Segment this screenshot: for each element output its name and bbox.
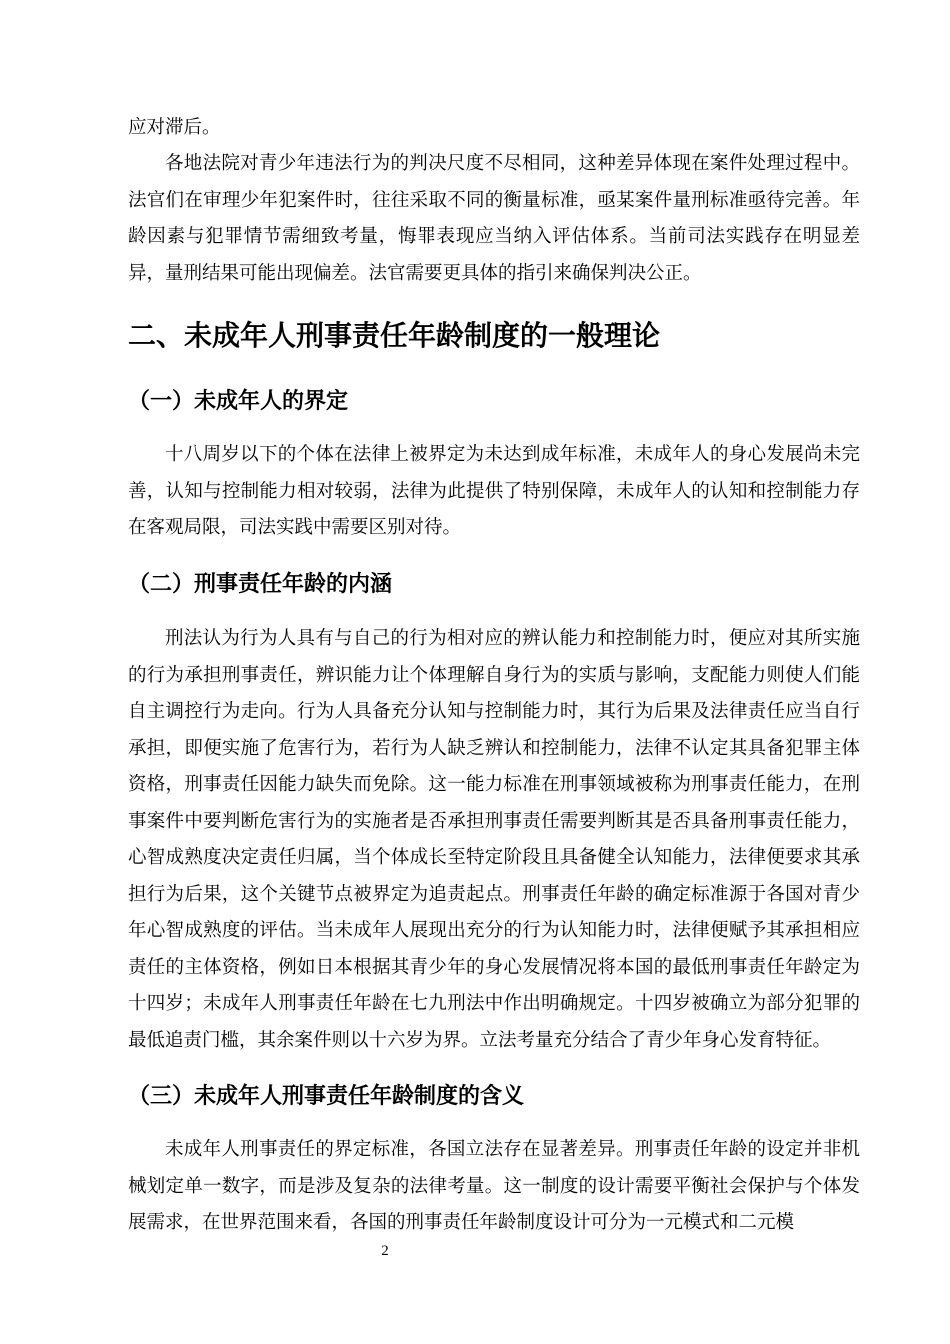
subheading-criminal-age-meaning: （二）刑事责任年龄的内涵: [128, 572, 393, 597]
paragraph-age-system-meaning: 未成年人刑事责任的界定标准，各国立法存在显著差异。刑事责任年龄的设定并非机械划定单一数字，而是涉及复杂的法律考量。这一制度的设计需要平衡社会保护与个体发展需求，在世界范围来看，各国的刑事责任年龄制度设计可分为一元模式和二元模: [128, 1139, 860, 1233]
section-heading-general-theory: 二、未成年人刑事责任年龄制度的一般理论: [128, 319, 661, 352]
paragraph-criminal-age-meaning: 刑法认为行为人具有与自己的行为相对应的辨认能力和控制能力时，便应对其所实施的行为承担刑事责任，辨识能力让个体理解自身行为的实质与影响，支配能力则使人们能自主调控行为走向。行为人具备充分认知与控制能力时，其行为后果及法律责任应当自行承担，即便实施了危害行为，若行为人缺乏辨认和控制能力，法律不认定其具备犯罪主体资格，刑事责任因能力缺失而免除。这一能力标准在刑事领域被称为刑事责任能力，在刑事案件中要判断危害行为的实施者是否承担刑事责任需要判断其是否具备刑事责任能力，心智成熟度决定责任归属，当个体成长至特定阶段且具备健全认知能力，法律便要求其承担行为后果，这个关键节点被界定为追责起点。刑事责任年龄的确定标准源于各国对青少年心智成熟度的评估。当未成年人展现出充分的行为认知能力时，法律便赋予其承担相应责任的主体资格，例如日本根据其青少年的身心发展情况将本国的最低刑事责任年龄定为十四岁；未成年人刑事责任年龄在七九刑法中作出明确规定。十四岁被确立为部分犯罪的最低追责门槛，其余案件则以十六岁为界。立法考量充分结合了青少年身心发育特征。: [128, 628, 860, 1051]
page-number: 2: [381, 1243, 389, 1259]
subheading-minor-definition: （一）未成年人的界定: [128, 389, 349, 414]
paragraph-continuation: 应对滞后。: [128, 117, 221, 138]
subheading-age-system-meaning: （三）未成年人刑事责任年龄制度的含义: [128, 1084, 525, 1109]
paragraph-court-sentencing: 各地法院对青少年违法行为的判决尺度不尽相同，这种差异体现在案件处理过程中。法官们在审理少年犯案件时，往往采取不同的衡量标准，亟某案件量刑标准亟待完善。年龄因素与犯罪情节需细致考量，悔罪表现应当纳入评估体系。当前司法实践存在明显差异，量刑结果可能出现偏差。法官需要更具体的指引来确保判决公正。: [128, 153, 860, 284]
paragraph-minor-definition: 十八周岁以下的个体在法律上被界定为未达到成年标准，未成年人的身心发展尚未完善，认知与控制能力相对较弱，法律为此提供了特别保障，未成年人的认知和控制能力存在客观局限，司法实践中需要区别对待。: [128, 444, 860, 538]
